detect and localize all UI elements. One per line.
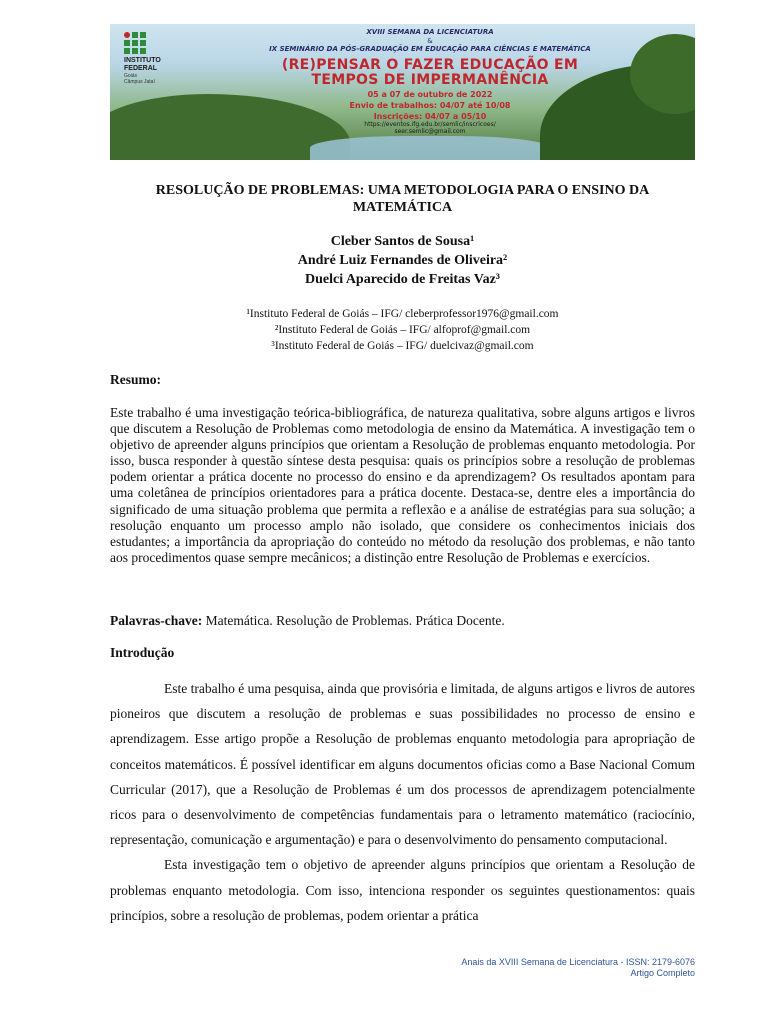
keywords-label: Palavras-chave: <box>110 613 203 628</box>
banner-headline-1: (RE)PENSAR O FAZER EDUCAÇÃO EM <box>281 57 579 73</box>
intro-paragraph-2: Esta investigação tem o objetivo de apreender alguns princípios que orientam a Resolução de problemas enquanto metodologia. Com isso, intenciona responder os seguintes questionamentos: quais princípios, sobre a resolução de problemas, podem orientar a prática <box>110 857 695 923</box>
event-banner <box>110 24 695 160</box>
banner-event-line2: IX SEMINÁRIO DA PÓS-GRADUAÇÃO EM EDUCAÇÃO PARA CIÊNCIAS E MATEMÁTICA <box>269 45 591 53</box>
abstract-heading: Resumo: <box>110 372 161 387</box>
banner-email: seer.semlic@gmail.com <box>394 128 466 135</box>
author-list <box>110 232 695 289</box>
logo-name: INSTITUTO FEDERAL <box>124 57 161 72</box>
ifg-logo-icon <box>124 32 146 54</box>
banner-dates: 05 a 07 de outubro de 2022 <box>367 90 493 99</box>
ifg-logo <box>124 32 180 85</box>
affiliation-1: ¹Instituto Federal de Goiás – IFG/ cleberprofessor1976@gmail.com <box>246 308 559 320</box>
banner-submissions: Envio de trabalhos: 04/07 até 10/08 <box>349 101 511 110</box>
author-1: Cleber Santos de Sousa¹ <box>330 234 475 249</box>
affiliation-list <box>110 306 695 354</box>
banner-ampersand: & <box>427 37 433 45</box>
author-3: Duelci Aparecido de Freitas Vaz³ <box>304 272 500 287</box>
abstract-text: Este trabalho é uma investigação teórica-bibliográfica, de natureza qualitativa, sobre alguns artigos e livros que discutem a Resolução de Problemas como metodologia de ensino da Matemática. A investigação tem o objetivo de apreender alguns princípios que orientam a Resolução de problemas enquanto metodologia. Por isso, busca responder à questão síntese desta pesquisa: quais os princípios sobre a resolução de problemas podem orientar a prática docente no processo do ensino e da aprendizagem? Os resultados apontam para uma coletânea de princípios orientadores para a prática docente. Destaca-se, dentre eles a importância do significado de uma situação problema que permita a reflexão e a análise de estratégias para sua solução; a resolução enquanto um processo amplo não isolado, que considere os conhecimentos iniciais dos estudantes; a importância da apropriação do conteúdo no método da resolução dos problemas, e não tanto aos procedimentos quase sempre mecânicos; a distinção entre Resolução de Problemas e exercícios. <box>110 405 695 565</box>
banner-event-line1: XVIII SEMANA DA LICENCIATURA <box>366 28 494 36</box>
paper-title <box>110 182 695 216</box>
paper-title-line2: MATEMÁTICA <box>352 200 453 215</box>
banner-headline-2: TEMPOS DE IMPERMANÊNCIA <box>311 72 549 88</box>
keywords <box>110 613 695 629</box>
logo-state: Goiás <box>124 73 138 79</box>
keywords-text: Matemática. Resolução de Problemas. Prática Docente. <box>205 613 505 628</box>
logo-campus: Câmpus Jataí <box>124 79 155 85</box>
banner-text <box>240 28 620 135</box>
footer-type: Artigo Completo <box>630 968 695 978</box>
author-2: André Luiz Fernandes de Oliveira² <box>297 253 508 268</box>
banner-lake <box>310 136 550 160</box>
intro-section <box>110 676 695 928</box>
page-footer <box>461 957 695 979</box>
footer-journal: Anais da XVIII Semana de Licenciatura - ISSN: 2179-6076 <box>461 957 695 967</box>
paper-title-line1: RESOLUÇÃO DE PROBLEMAS: UMA METODOLOGIA PARA O ENSINO DA <box>155 183 650 198</box>
affiliation-3: ³Instituto Federal de Goiás – IFG/ duelcivaz@gmail.com <box>271 340 534 352</box>
intro-heading: Introdução <box>110 645 175 660</box>
banner-registrations: Inscrições: 04/07 a 05/10 <box>373 112 487 121</box>
banner-url: https://eventos.ifg.edu.br/semlic/inscricoes/ <box>364 121 496 128</box>
intro-paragraph-1: Este trabalho é uma pesquisa, ainda que provisória e limitada, de alguns artigos e livros de autores pioneiros que discutem a resolução de problemas e suas possibilidades no processo de ensino e aprendizagem. Esse artigo propõe a Resolução de problemas enquanto metodologia para apropriação de conceitos matemáticos. É possível identificar em alguns documentos oficias como a Base Nacional Comum Curricular (2017), que a Resolução de Problemas é um dos processos de aprendizagem potencialmente ricos para o desenvolvimento de competências fundamentais para o letramento matemático (raciocínio, representação, comunicação e argumentação) e para o desenvolvimento do pensamento computacional. <box>110 681 695 848</box>
affiliation-2: ²Instituto Federal de Goiás – IFG/ alfoprof@gmail.com <box>274 324 531 336</box>
